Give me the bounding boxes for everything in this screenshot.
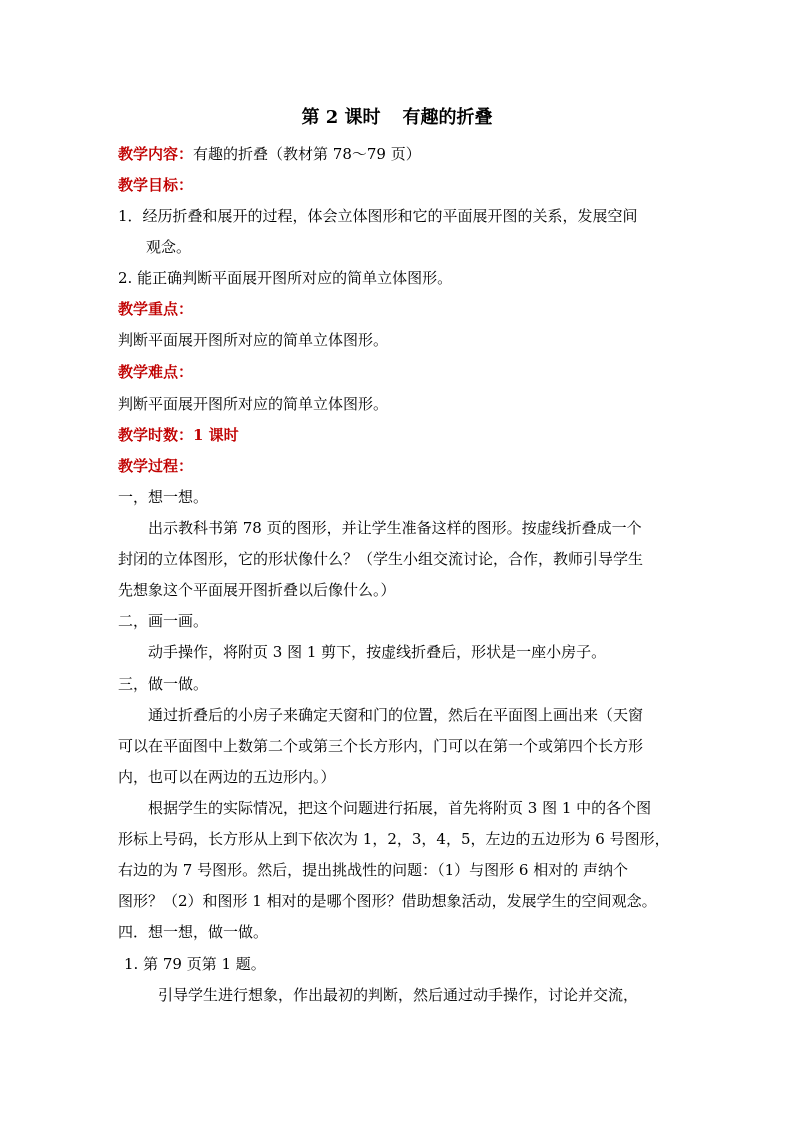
section-2-para: 动手操作，将附页 3 图 1 剪下，按虚线折叠后，形状是一座小房子。 [148, 643, 607, 661]
section-1-para-line-2: 封闭的立体图形，它的形状像什么？（学生小组交流讨论，合作，教师引导学生 [118, 550, 644, 568]
section-3-para-line-2: 可以在平面图中上数第二个或第三个长方形内，门可以在第一个或第四个长方形 [118, 737, 644, 755]
difficulty-label: 教学难点： [118, 363, 194, 381]
content-value: 有趣的折叠（教材第 78～79 页） [193, 145, 421, 163]
section-1-para-line-3: 先想象这个平面展开图折叠以后像什么。） [118, 581, 396, 599]
section-1-heading: 一，想一想。 [118, 488, 209, 506]
section-4-heading: 四．想一想，做一做。 [118, 923, 269, 941]
section-3-question-line-3: 右边的为 7 号图形。然后，提出挑战性的问题：（1）与图形 6 相对的 声纳个 [118, 861, 628, 879]
difficulty-value: 判断平面展开图所对应的简单立体图形。 [118, 395, 389, 413]
section-3-question-line-1: 根据学生的实际情况，把这个问题进行拓展，首先将附页 3 图 1 中的各个图 [148, 799, 652, 817]
section-1-para-line-1: 出示教科书第 78 页的图形，并让学生准备这样的图形。按虚线折叠成一个 [148, 519, 642, 537]
objective-2: 2. 能正确判断平面展开图所对应的简单立体图形。 [118, 269, 453, 287]
section-3-heading: 三，做一做。 [118, 675, 209, 693]
content-label: 教学内容： [118, 145, 194, 163]
section-4-para: 引导学生进行想象，作出最初的判断，然后通过动手操作，讨论并交流， [158, 986, 639, 1004]
lesson-number: 第 2 课时 [301, 107, 381, 128]
key-point-label: 教学重点： [118, 300, 194, 318]
objectives-label: 教学目标： [118, 176, 194, 194]
key-point-value: 判断平面展开图所对应的简单立体图形。 [118, 331, 389, 349]
lesson-title [0, 106, 794, 130]
section-2-heading: 二，画一画。 [118, 612, 209, 630]
objective-1-line-2: 观念。 [146, 238, 192, 256]
section-4-item-1: 1. 第 79 页第 1 题。 [124, 955, 266, 973]
lesson-topic: 有趣的折叠 [402, 107, 493, 128]
section-3-question-line-4: 图形？（2）和图形 1 相对的是哪个图形？借助想象活动，发展学生的空间观念。 [118, 892, 657, 910]
section-3-para-line-1: 通过折叠后的小房子来确定天窗和门的位置，然后在平面图上画出来（天窗 [148, 706, 644, 724]
section-3-para-line-3: 内，也可以在两边的五边形内。） [118, 768, 336, 786]
process-label: 教学过程： [118, 457, 194, 475]
content-row [118, 144, 678, 164]
hours-label: 教学时数：1 课时 [118, 426, 239, 444]
section-3-question-line-2: 形标上号码，长方形从上到下依次为 1，2，3，4，5，左边的五边形为 6 号图形， [118, 830, 670, 848]
objective-1-line-1: 1．经历折叠和展开的过程，体会立体图形和它的平面展开图的关系，发展空间 [118, 207, 638, 225]
